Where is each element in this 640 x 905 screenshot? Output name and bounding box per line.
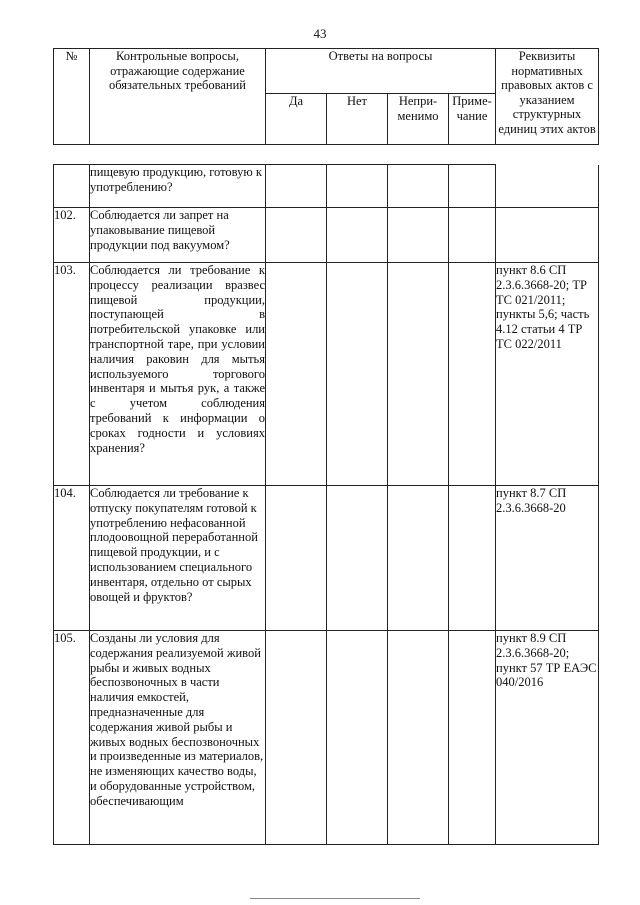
answer-no-cell[interactable] [327,208,388,263]
row-requisites: пункт 8.9 СП 2.3.6.3668-20; пункт 57 ТР ЕАЭС 040/2016 [496,631,599,845]
answer-yes-cell[interactable] [266,263,327,486]
row-requisites: пункт 8.6 СП 2.3.6.3668-20; ТР ТС 021/2011; пункты 5,6; часть 4.12 статьи 4 ТР ТС 022/2011 [496,263,599,486]
header-no: Нет [327,94,388,145]
row-question: Соблюдается ли требование к отпуску покупателям готовой к употреблению нефасованной плодоовощной переработанной пищевой продукции, и с использованием специального инвентаря, отдельно от сырых овощей и фруктов? [90,486,266,631]
row-num: 103. [54,263,90,486]
checklist-table [53,48,599,145]
answer-na-cell[interactable] [388,165,449,208]
table-row [54,631,599,845]
row-num: 105. [54,631,90,845]
row-requisites: пункт 8.7 СП 2.3.6.3668-20 [496,486,599,631]
row-question: Соблюдается ли запрет на упаковывание пищевой продукции под вакуумом? [90,208,266,263]
header-yes: Да [266,94,327,145]
header-row [54,49,599,94]
answer-note-cell[interactable] [449,631,496,845]
header-note: Приме- чание [449,94,496,145]
answer-na-cell[interactable] [388,486,449,631]
scan-edge-line [250,898,420,899]
header-num: № [54,49,90,145]
answer-note-cell[interactable] [449,208,496,263]
answer-note-cell[interactable] [449,486,496,631]
answer-na-cell[interactable] [388,631,449,845]
answer-na-cell[interactable] [388,208,449,263]
row-requisites [496,165,599,208]
header-requisites-label: Реквизиты нормативных правовых актов с указанием структурных единиц этих актов [498,49,596,136]
answer-no-cell[interactable] [327,165,388,208]
answer-yes-cell[interactable] [266,631,327,845]
row-num: 104. [54,486,90,631]
table-row [54,208,599,263]
row-num: 102. [54,208,90,263]
answer-note-cell[interactable] [449,263,496,486]
header-answers: Ответы на вопросы [266,49,496,94]
row-requisites [496,208,599,263]
row-question: Соблюдается ли требование к процессу реализации вразвес пищевой продукции, поступающей в потребительской упаковке или транспортной таре, при условии наличия раковин для мытья используемого торгового инвентаря и мытья рук, а также с учетом соблюдения требований к информации о сроках годности и условиях хранения? [90,263,266,486]
answer-yes-cell[interactable] [266,486,327,631]
table-row [54,486,599,631]
checklist-body [53,164,599,845]
row-question: пищевую продукцию, готовую к употреблению? [90,165,266,208]
row-num [54,165,90,208]
answer-na-cell[interactable] [388,263,449,486]
answer-no-cell[interactable] [327,631,388,845]
header-question: Контрольные вопросы, отражающие содержание обязательных требований [90,49,266,145]
page-number: 43 [313,26,327,41]
header-requisites [496,49,599,145]
answer-no-cell[interactable] [327,263,388,486]
answer-yes-cell[interactable] [266,208,327,263]
row-question: Созданы ли условия для содержания реализуемой живой рыбы и живых водных беспозвоночных в части наличия емкостей, предназначенные для содержания живой рыбы и живых водных беспозвоночных и произведенные из материалов, не изменяющих качество воды, и оборудованные устройством, обеспечивающим [90,631,266,845]
answer-note-cell[interactable] [449,165,496,208]
answer-no-cell[interactable] [327,486,388,631]
table-row [54,165,599,208]
answer-yes-cell[interactable] [266,165,327,208]
header-na: Непри- менимо [388,94,449,145]
table-row [54,263,599,486]
